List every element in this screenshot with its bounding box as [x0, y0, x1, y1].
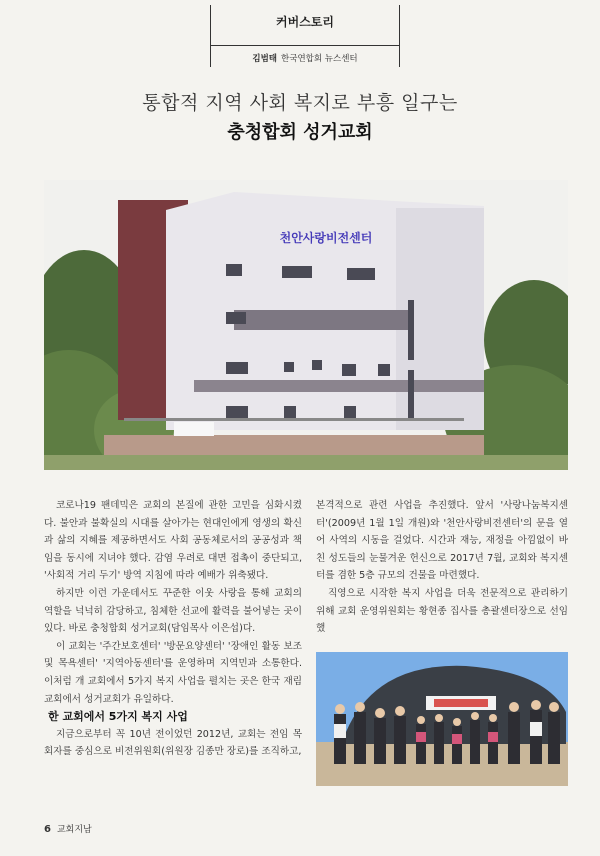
paragraph: 본격적으로 관련 사업을 추진했다. 앞서 '사랑나눔복지센터'(2009년 1월 1일 개원)와 '천안사랑비전센터'의 문을 열어 사역의 시동을 걸었다. 시간과 재능, 재정을 아낌없이 바친 성도들의 눈물겨운 헌신으로 2017년 7월, 교회와 복지센터를 겸한 5층 규모의 건물을 마련했다.: [316, 500, 568, 582]
subheading: 한 교회에서 5가지 복지 사업: [48, 710, 188, 724]
publication-name: 교회지남: [56, 825, 92, 835]
article-body-right: [316, 497, 568, 638]
building-sign: 천안사랑비전센터: [279, 231, 373, 245]
paragraph: 이 교회는 '주간보호센터' '방문요양센터' '장애인 활동 보조 및 목욕센터' '지역아동센터'를 운영하며 지역민과 소통한다. 이처럼 개 교회에서 5가지 복지 사업을 펼치는 곳은 한국 재림교회에서 성거교회가 유일하다.: [44, 640, 302, 705]
page-footer: [44, 822, 92, 835]
paragraph: 지금으로부터 꼭 10년 전이었던 2012년, 교회는 전임 목회자를 중심으로 비전위원회(위원장 김종만 장로)를 조직하고,: [44, 728, 302, 758]
article-title-line2: 충청합회 성거교회: [227, 122, 373, 143]
building-photo: [44, 180, 568, 470]
group-photo: [316, 652, 568, 786]
section-category: 커버스토리: [276, 15, 334, 29]
paragraph: 코로나19 팬데믹은 교회의 본질에 관한 고민을 심화시켰다. 불안과 불확실의 시대를 살아가는 현대인에게 영생의 확신과 삶의 지혜를 제공하면서도 사회 공동체로서의 공공성과 책임을 동시에 지녀야 했다. 감염 우려로 대면 접촉이 중단되고, '사회적 거리 두기' 방역 지침에 따라 예배가 위축됐다.: [44, 500, 302, 582]
article-body-left: [44, 497, 302, 761]
page-number: 6: [44, 824, 51, 835]
paragraph: 직영으로 시작한 복지 사업을 더욱 전문적으로 관리하기 위해 교회 운영위원회는 황현종 집사를 총괄센터장으로 선임했: [316, 587, 568, 635]
author-org: 한국연합회 뉴스센터: [281, 54, 358, 64]
header-divider: [211, 45, 399, 46]
section-header: [210, 5, 400, 67]
author-name: 김범태: [252, 54, 278, 64]
paragraph: 하지만 이런 가운데서도 꾸준한 이웃 사랑을 통해 교회의 역할을 넉넉히 감당하고, 침체한 선교에 활력을 불어넣는 곳이 있다. 바로 충청합회 성거교회(담임목사 이은섭)다.: [44, 587, 302, 635]
byline: [211, 52, 399, 64]
article-title-line1: 통합적 지역 사회 복지로 부흥 일구는: [142, 92, 458, 114]
